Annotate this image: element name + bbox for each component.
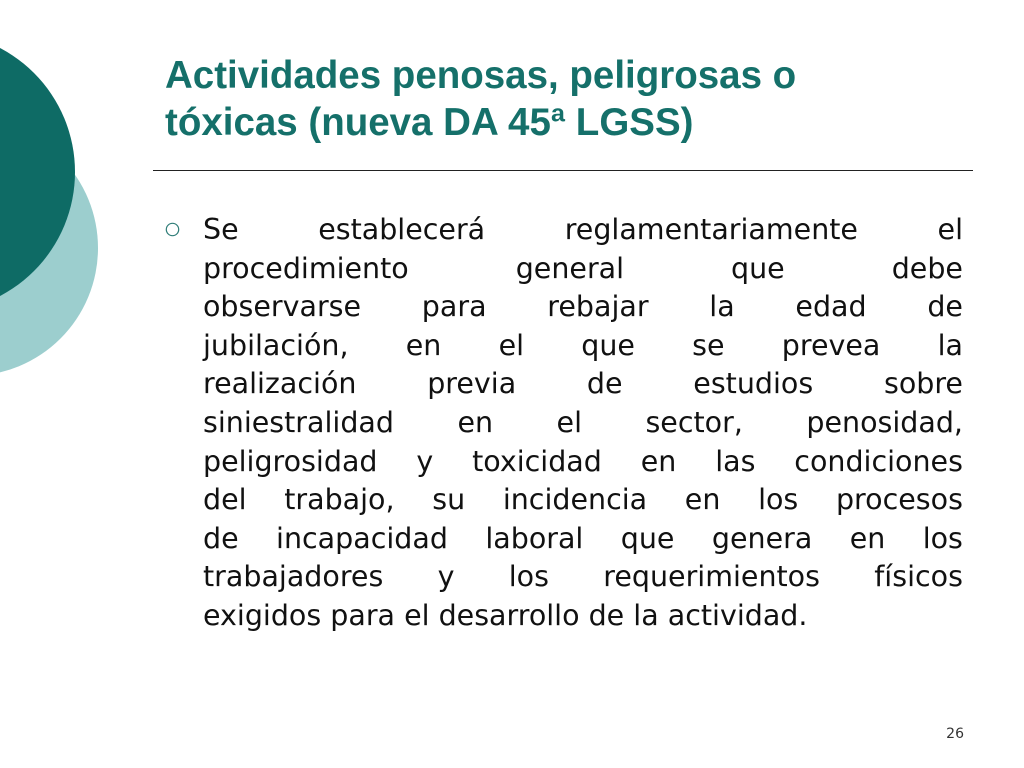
body-line (203, 597, 963, 636)
body-word: desarrollo (438, 598, 589, 632)
body-line (203, 481, 963, 520)
body-word: en (684, 483, 721, 517)
bullet-paragraph (203, 211, 963, 636)
body-line (203, 520, 963, 559)
body-word: incidencia (502, 483, 648, 517)
body-word: en (640, 444, 677, 478)
body-word: prevea (781, 328, 881, 362)
body-word: el (404, 598, 439, 632)
body-word: laboral (485, 521, 584, 555)
body-word: de (203, 521, 239, 555)
body-word: la (709, 290, 735, 324)
body-word: actividad. (667, 598, 808, 632)
slide-title-line: Actividades penosas, peligrosas o (165, 54, 797, 97)
body-word: edad (795, 290, 867, 324)
body-word: en (849, 521, 886, 555)
body-word: jubilación, (203, 328, 349, 362)
slide-title-line: tóxicas (nueva DA 45ª LGSS) (165, 101, 694, 144)
body-word: peligrosidad (203, 444, 378, 478)
decorative-circles (0, 0, 110, 420)
body-word: las (715, 444, 756, 478)
body-word: para (330, 598, 405, 632)
body-word: los (922, 521, 963, 555)
slide-title (165, 52, 985, 146)
body-word: general (515, 251, 625, 285)
body-word: procesos (835, 483, 963, 517)
body-word: en (405, 328, 442, 362)
body-word: de (927, 290, 963, 324)
slide-number: 26 (946, 726, 964, 742)
body-word: se (692, 328, 725, 362)
body-word: Se (203, 213, 239, 246)
body-line (203, 365, 963, 404)
body-word: condiciones (794, 444, 963, 478)
body-word: requerimientos (603, 560, 820, 594)
body-word: del (203, 483, 247, 517)
body-word: y (437, 560, 455, 594)
body-word: de (588, 598, 634, 632)
body-word: toxicidad (472, 444, 602, 478)
body-word: sector, (645, 405, 743, 439)
body-word: físicos (874, 560, 963, 594)
body-word: procedimiento (203, 251, 409, 285)
body-word: de (586, 367, 623, 401)
body-word: que (620, 521, 675, 555)
body-word: su (432, 483, 466, 517)
body-word: y (416, 444, 434, 478)
body-word: el (498, 328, 525, 362)
body-word: debe (891, 251, 963, 285)
body-line (203, 558, 963, 597)
body-word: penosidad, (806, 405, 963, 439)
body-line (203, 288, 963, 327)
body-word: reglamentariamente (564, 213, 858, 246)
body-word: el (937, 213, 963, 246)
body-word: realización (203, 367, 357, 401)
body-word: estudios (693, 367, 814, 401)
body-line (203, 404, 963, 443)
body-word: sobre (883, 367, 963, 401)
body-line (203, 211, 963, 250)
body-word: para (421, 290, 487, 324)
body-word: siniestralidad (203, 405, 394, 439)
body-word: observarse (203, 290, 362, 324)
body-word: exigidos (203, 598, 331, 632)
body-word: establecerá (318, 213, 486, 246)
body-word: los (758, 483, 799, 517)
body-word: incapacidad (276, 521, 448, 555)
body-word: que (581, 328, 635, 362)
title-divider (153, 170, 973, 171)
body-word: que (731, 251, 785, 285)
body-word: previa (427, 367, 517, 401)
body-word: los (508, 560, 549, 594)
body-word: genera (711, 521, 813, 555)
body-word: rebajar (547, 290, 649, 324)
body-word: trabajo, (284, 483, 395, 517)
hollow-circle-bullet-icon (165, 222, 180, 237)
body-line (203, 250, 963, 289)
body-line (203, 327, 963, 366)
body-word: la (937, 328, 963, 362)
body-word: en (457, 405, 494, 439)
body-line (203, 443, 963, 482)
body-word: trabajadores (203, 560, 384, 594)
body-word: el (556, 405, 582, 439)
body-word: la (633, 598, 668, 632)
